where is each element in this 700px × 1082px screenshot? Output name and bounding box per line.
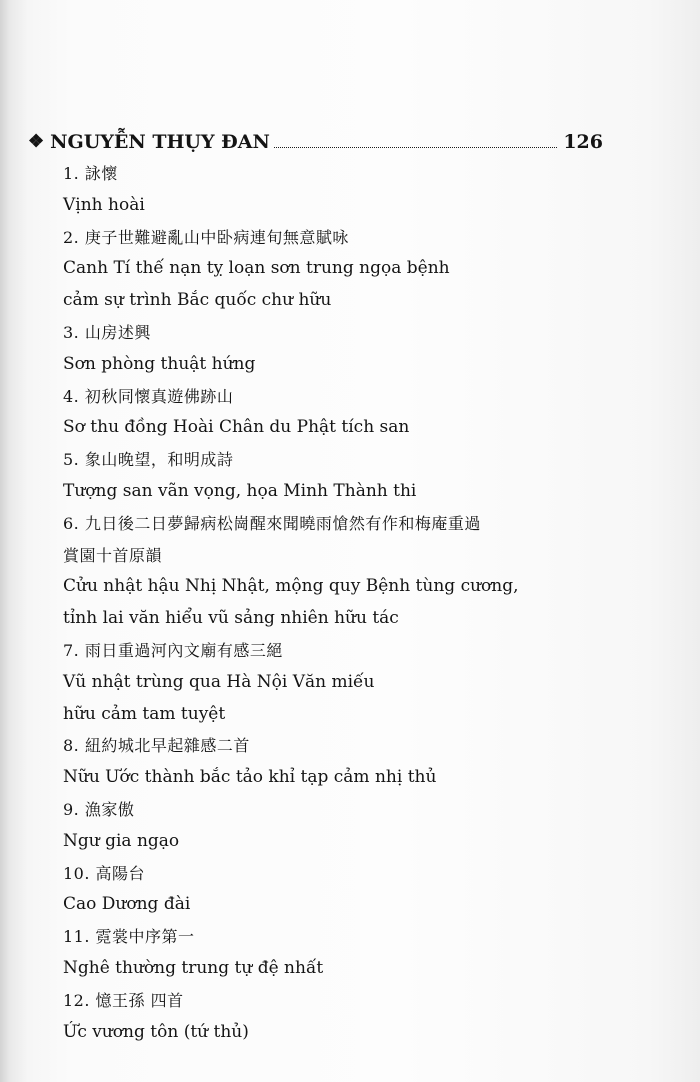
poem-title-viet: Sơn phòng thuật hứng [63, 353, 256, 374]
poem-title-viet: Cửu nhật hậu Nhị Nhật, mộng quy Bệnh tùng cương, [63, 576, 519, 597]
author-name: NGUYỄN THỤY ĐAN [50, 131, 270, 153]
poem-title-viet: hữu cảm tam tuyệt [63, 703, 226, 724]
poem-title-han: 3. 山房述興 [63, 322, 151, 342]
poem-title-han: 6. 九日後二日夢歸病松崗醒來聞曉雨愴然有作和梅庵重過 [63, 513, 481, 533]
poem-title-viet: Ức vương tôn (tứ thủ) [63, 1021, 249, 1042]
poem-title-han: 7. 雨日重過河內文廟有感三絕 [63, 640, 283, 660]
poem-title-viet: tỉnh lai văn hiểu vũ sảng nhiên hữu tác [63, 608, 399, 629]
poem-title-viet: Vịnh hoài [63, 194, 145, 215]
poem-title-viet: Canh Tí thế nạn tỵ loạn sơn trung ngọa bệnh [63, 258, 450, 279]
poem-title-viet: Nghê thường trung tự đệ nhất [63, 957, 324, 978]
dotted-leader [274, 147, 557, 148]
poem-title-han: 12. 憶王孫 四首 [63, 990, 184, 1010]
poem-title-han: 9. 漁家傲 [63, 799, 135, 819]
poem-title-viet: Nữu Ước thành bắc tảo khỉ tạp cảm nhị thủ [63, 767, 437, 788]
diamond-bullet-icon: ❖ [28, 131, 45, 152]
poem-title-viet: Tượng san vãn vọng, họa Minh Thành thi [63, 480, 417, 501]
poem-title-han: 1. 詠懷 [63, 164, 118, 183]
poem-title-viet: Cao Dương đài [63, 894, 191, 915]
poem-list [63, 158, 623, 1048]
poem-title-han: 2. 庚子世難避亂山中卧病連旬無意賦咏 [63, 227, 349, 247]
poem-title-viet: cảm sự trình Bắc quốc chư hữu [63, 290, 332, 311]
poem-title-han: 賞園十首原韻 [63, 545, 163, 565]
poem-title-viet: Sơ thu đồng Hoài Chân du Phật tích san [63, 417, 410, 438]
poem-title-han: 4. 初秋同懷真遊佛跡山 [63, 386, 234, 406]
author-heading [28, 130, 603, 154]
page-number: 126 [563, 131, 603, 153]
poem-title-viet: Vũ nhật trùng qua Hà Nội Văn miếu [63, 671, 375, 692]
poem-title-han: 8. 紐約城北早起雜感二首 [63, 736, 250, 756]
poem-title-viet: Ngư gia ngạo [63, 830, 180, 851]
poem-title-han: 10. 高陽台 [63, 863, 146, 883]
poem-title-han: 5. 象山晚望，和明成詩 [63, 450, 234, 470]
poem-title-han: 11. 霓裳中序第一 [63, 927, 195, 947]
